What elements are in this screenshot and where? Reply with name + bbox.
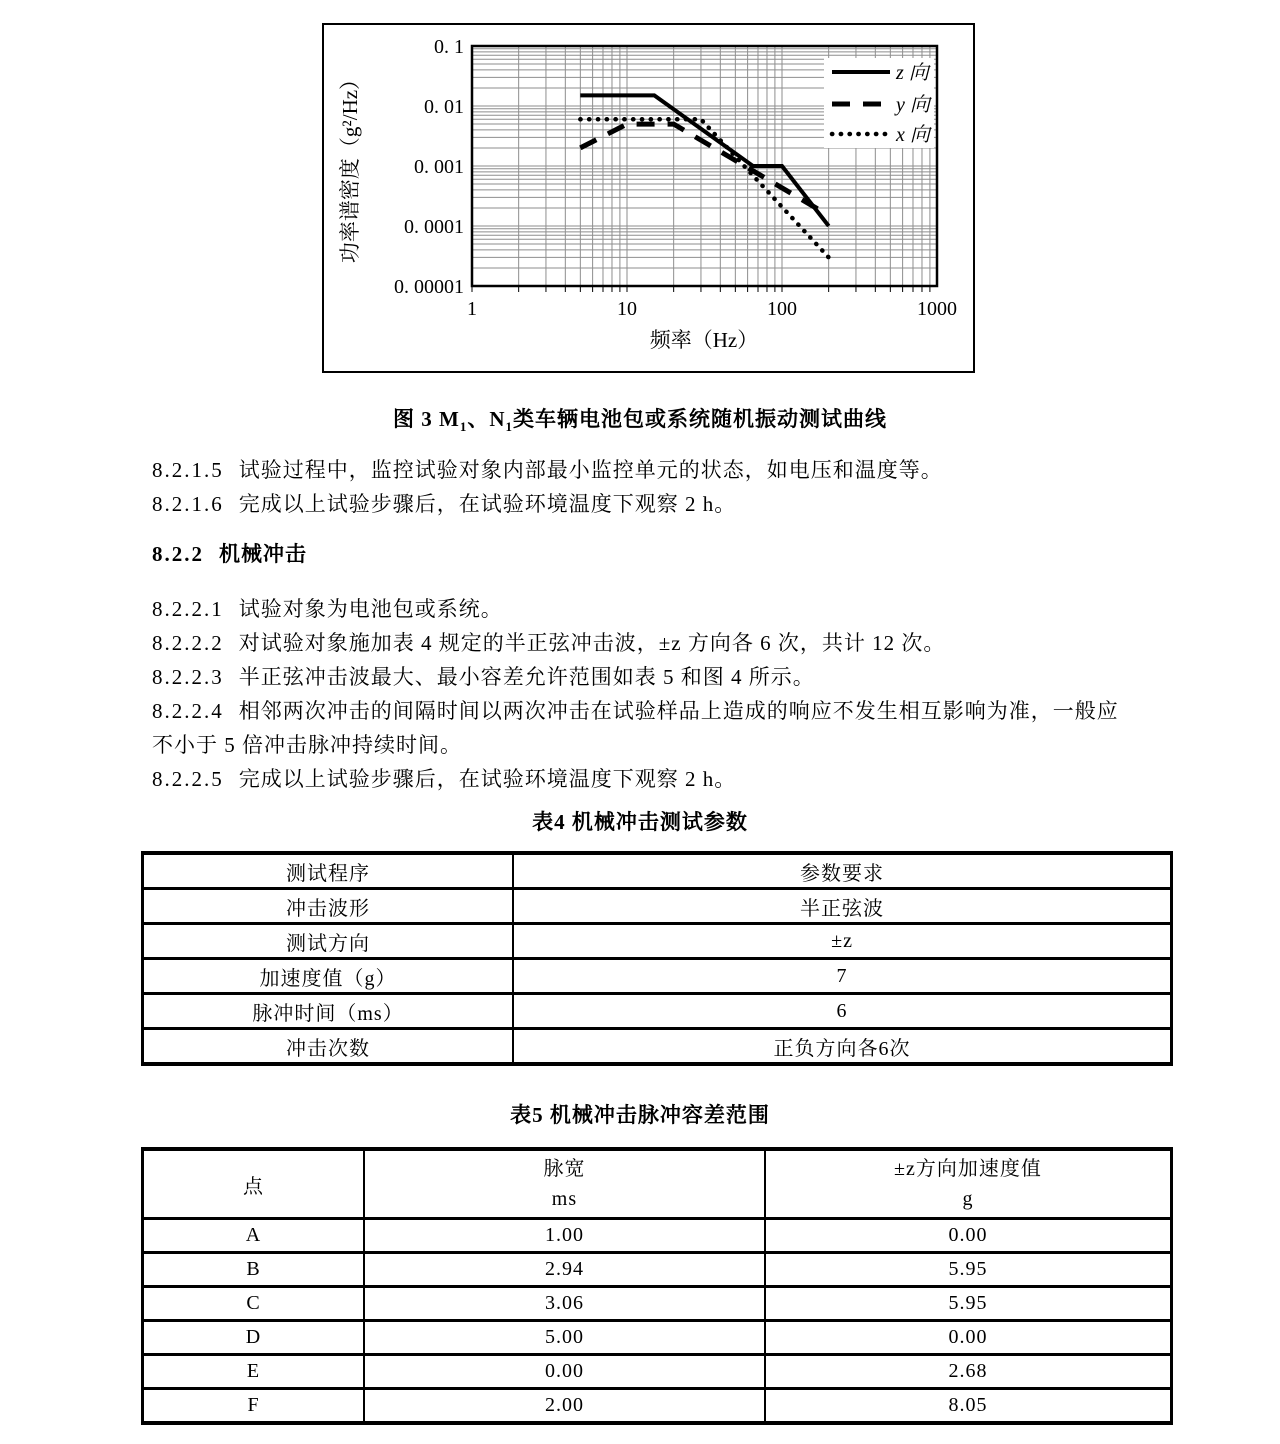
table-cell: B (143, 1253, 364, 1287)
table-cell: 2.68 (765, 1355, 1171, 1389)
table-cell: 8.05 (765, 1389, 1171, 1423)
x-tick-label: 1000 (917, 298, 957, 320)
section-text: 机械冲击 (219, 542, 307, 566)
section-number: 8.2.1.6 (152, 492, 224, 516)
table-cell: 冲击波形 (143, 889, 513, 924)
y-tick-label: 0. 01 (424, 96, 464, 118)
x-tick-label: 100 (767, 298, 797, 320)
table-cell: 0.00 (765, 1219, 1171, 1253)
section-number: 8.2.1.5 (152, 458, 224, 482)
legend-label: x 向 (896, 124, 930, 146)
table-row (143, 1029, 1171, 1064)
section-text: 试验过程中，监控试验对象内部最小监控单元的状态，如电压和温度等。 (238, 458, 943, 482)
table4-header-row (143, 854, 1171, 889)
table-cell: 5.00 (364, 1321, 765, 1355)
figure-caption: 图 3 $M_1$、$N_1$类车辆电池包或系统随机振动测试曲线 (393, 407, 887, 435)
table-cell: F (143, 1389, 364, 1423)
section-number: 8.2.2 (152, 542, 204, 566)
table-row (143, 1219, 1171, 1253)
y-axis-title: 功率谱密度（g²/Hz） (338, 68, 362, 264)
table-cell: 0.00 (364, 1355, 765, 1389)
table-cell: E (143, 1355, 364, 1389)
table-cell: 6 (513, 994, 1171, 1029)
section-text: 相邻两次冲击的间隔时间以两次冲击在试验样品上造成的响应不发生相互影响为准，一般应不小于 5 倍冲击脉冲持续时间。 (152, 699, 1119, 757)
table-row (143, 959, 1171, 994)
table5-body (143, 1219, 1171, 1423)
table-cell: A (143, 1219, 364, 1253)
section-text: 完成以上试验步骤后，在试验环境温度下观察 2 h。 (238, 492, 737, 516)
table-row (143, 1287, 1171, 1321)
section-paragraph (152, 592, 1120, 626)
table-row (143, 889, 1171, 924)
table-cell: 7 (513, 959, 1171, 994)
table5-header-acceleration: ±z方向加速度值 g (765, 1150, 1171, 1219)
table-cell: 1.00 (364, 1219, 765, 1253)
section-text: 完成以上试验步骤后，在试验环境温度下观察 2 h。 (238, 767, 737, 791)
table-cell: 2.94 (364, 1253, 765, 1287)
section-text: 对试验对象施加表 4 规定的半正弦冲击波，±z 方向各 6 次，共计 12 次。 (238, 631, 946, 655)
table-cell: 脉冲时间（ms） (143, 994, 513, 1029)
table-row (143, 994, 1171, 1029)
table-cell: 5.95 (765, 1253, 1171, 1287)
table-cell: 半正弦波 (513, 889, 1171, 924)
table-cell: ±z (513, 924, 1171, 959)
section-text: 试验对象为电池包或系统。 (238, 597, 503, 621)
section-paragraph (152, 762, 1120, 796)
table-cell: 加速度值（g） (143, 959, 513, 994)
table-cell: 5.95 (765, 1287, 1171, 1321)
table-row (143, 1321, 1171, 1355)
table-cell: 冲击次数 (143, 1029, 513, 1064)
section-number: 8.2.2.2 (152, 631, 224, 655)
x-axis-title: 频率（Hz） (649, 328, 759, 352)
table4-title: 表4 机械冲击测试参数 (532, 810, 748, 834)
table5-title: 表5 机械冲击脉冲容差范围 (510, 1103, 770, 1127)
section-number: 8.2.2.1 (152, 597, 224, 621)
x-tick-label: 10 (617, 298, 637, 320)
y-tick-label: 0. 00001 (394, 276, 464, 298)
section-number: 8.2.2.5 (152, 767, 224, 791)
table5-header-point: 点 (143, 1150, 364, 1219)
y-tick-label: 0. 1 (434, 36, 464, 58)
table-row (143, 924, 1171, 959)
table-cell: D (143, 1321, 364, 1355)
section-number: 8.2.2.4 (152, 699, 224, 723)
section-paragraph (152, 487, 1120, 521)
figure-3-vibration-chart (322, 23, 975, 373)
section-text: 半正弦冲击波最大、最小容差允许范围如表 5 和图 4 所示。 (238, 665, 815, 689)
y-tick-label: 0. 0001 (404, 216, 464, 238)
section-number: 8.2.2.3 (152, 665, 224, 689)
sections (152, 453, 1120, 796)
table-cell: 正负方向各6次 (513, 1029, 1171, 1064)
table4 (142, 852, 1172, 1065)
x-tick-label: 1 (467, 298, 477, 320)
table-cell: C (143, 1287, 364, 1321)
section-paragraph (152, 453, 1120, 487)
table5 (142, 1148, 1172, 1424)
table-row (143, 1389, 1171, 1423)
table-cell: 0.00 (765, 1321, 1171, 1355)
table-cell: 3.06 (364, 1287, 765, 1321)
legend-label: y 向 (896, 94, 930, 116)
table4-header-requirement: 参数要求 (513, 854, 1171, 889)
table5-header-row (143, 1150, 1171, 1219)
table5-header-pulse-width: 脉宽 ms (364, 1150, 765, 1219)
table-cell: 2.00 (364, 1389, 765, 1423)
table4-body (143, 889, 1171, 1064)
section-heading (152, 537, 1120, 571)
section-paragraph (152, 694, 1120, 762)
y-tick-label: 0. 001 (414, 156, 464, 178)
table-cell: 测试方向 (143, 924, 513, 959)
vibration-psd-chart (324, 25, 973, 371)
table-row (143, 1253, 1171, 1287)
legend-label: z 向 (896, 62, 929, 84)
section-paragraph (152, 660, 1120, 694)
section-paragraph (152, 626, 1120, 660)
table-row (143, 1355, 1171, 1389)
table4-header-procedure: 测试程序 (143, 854, 513, 889)
